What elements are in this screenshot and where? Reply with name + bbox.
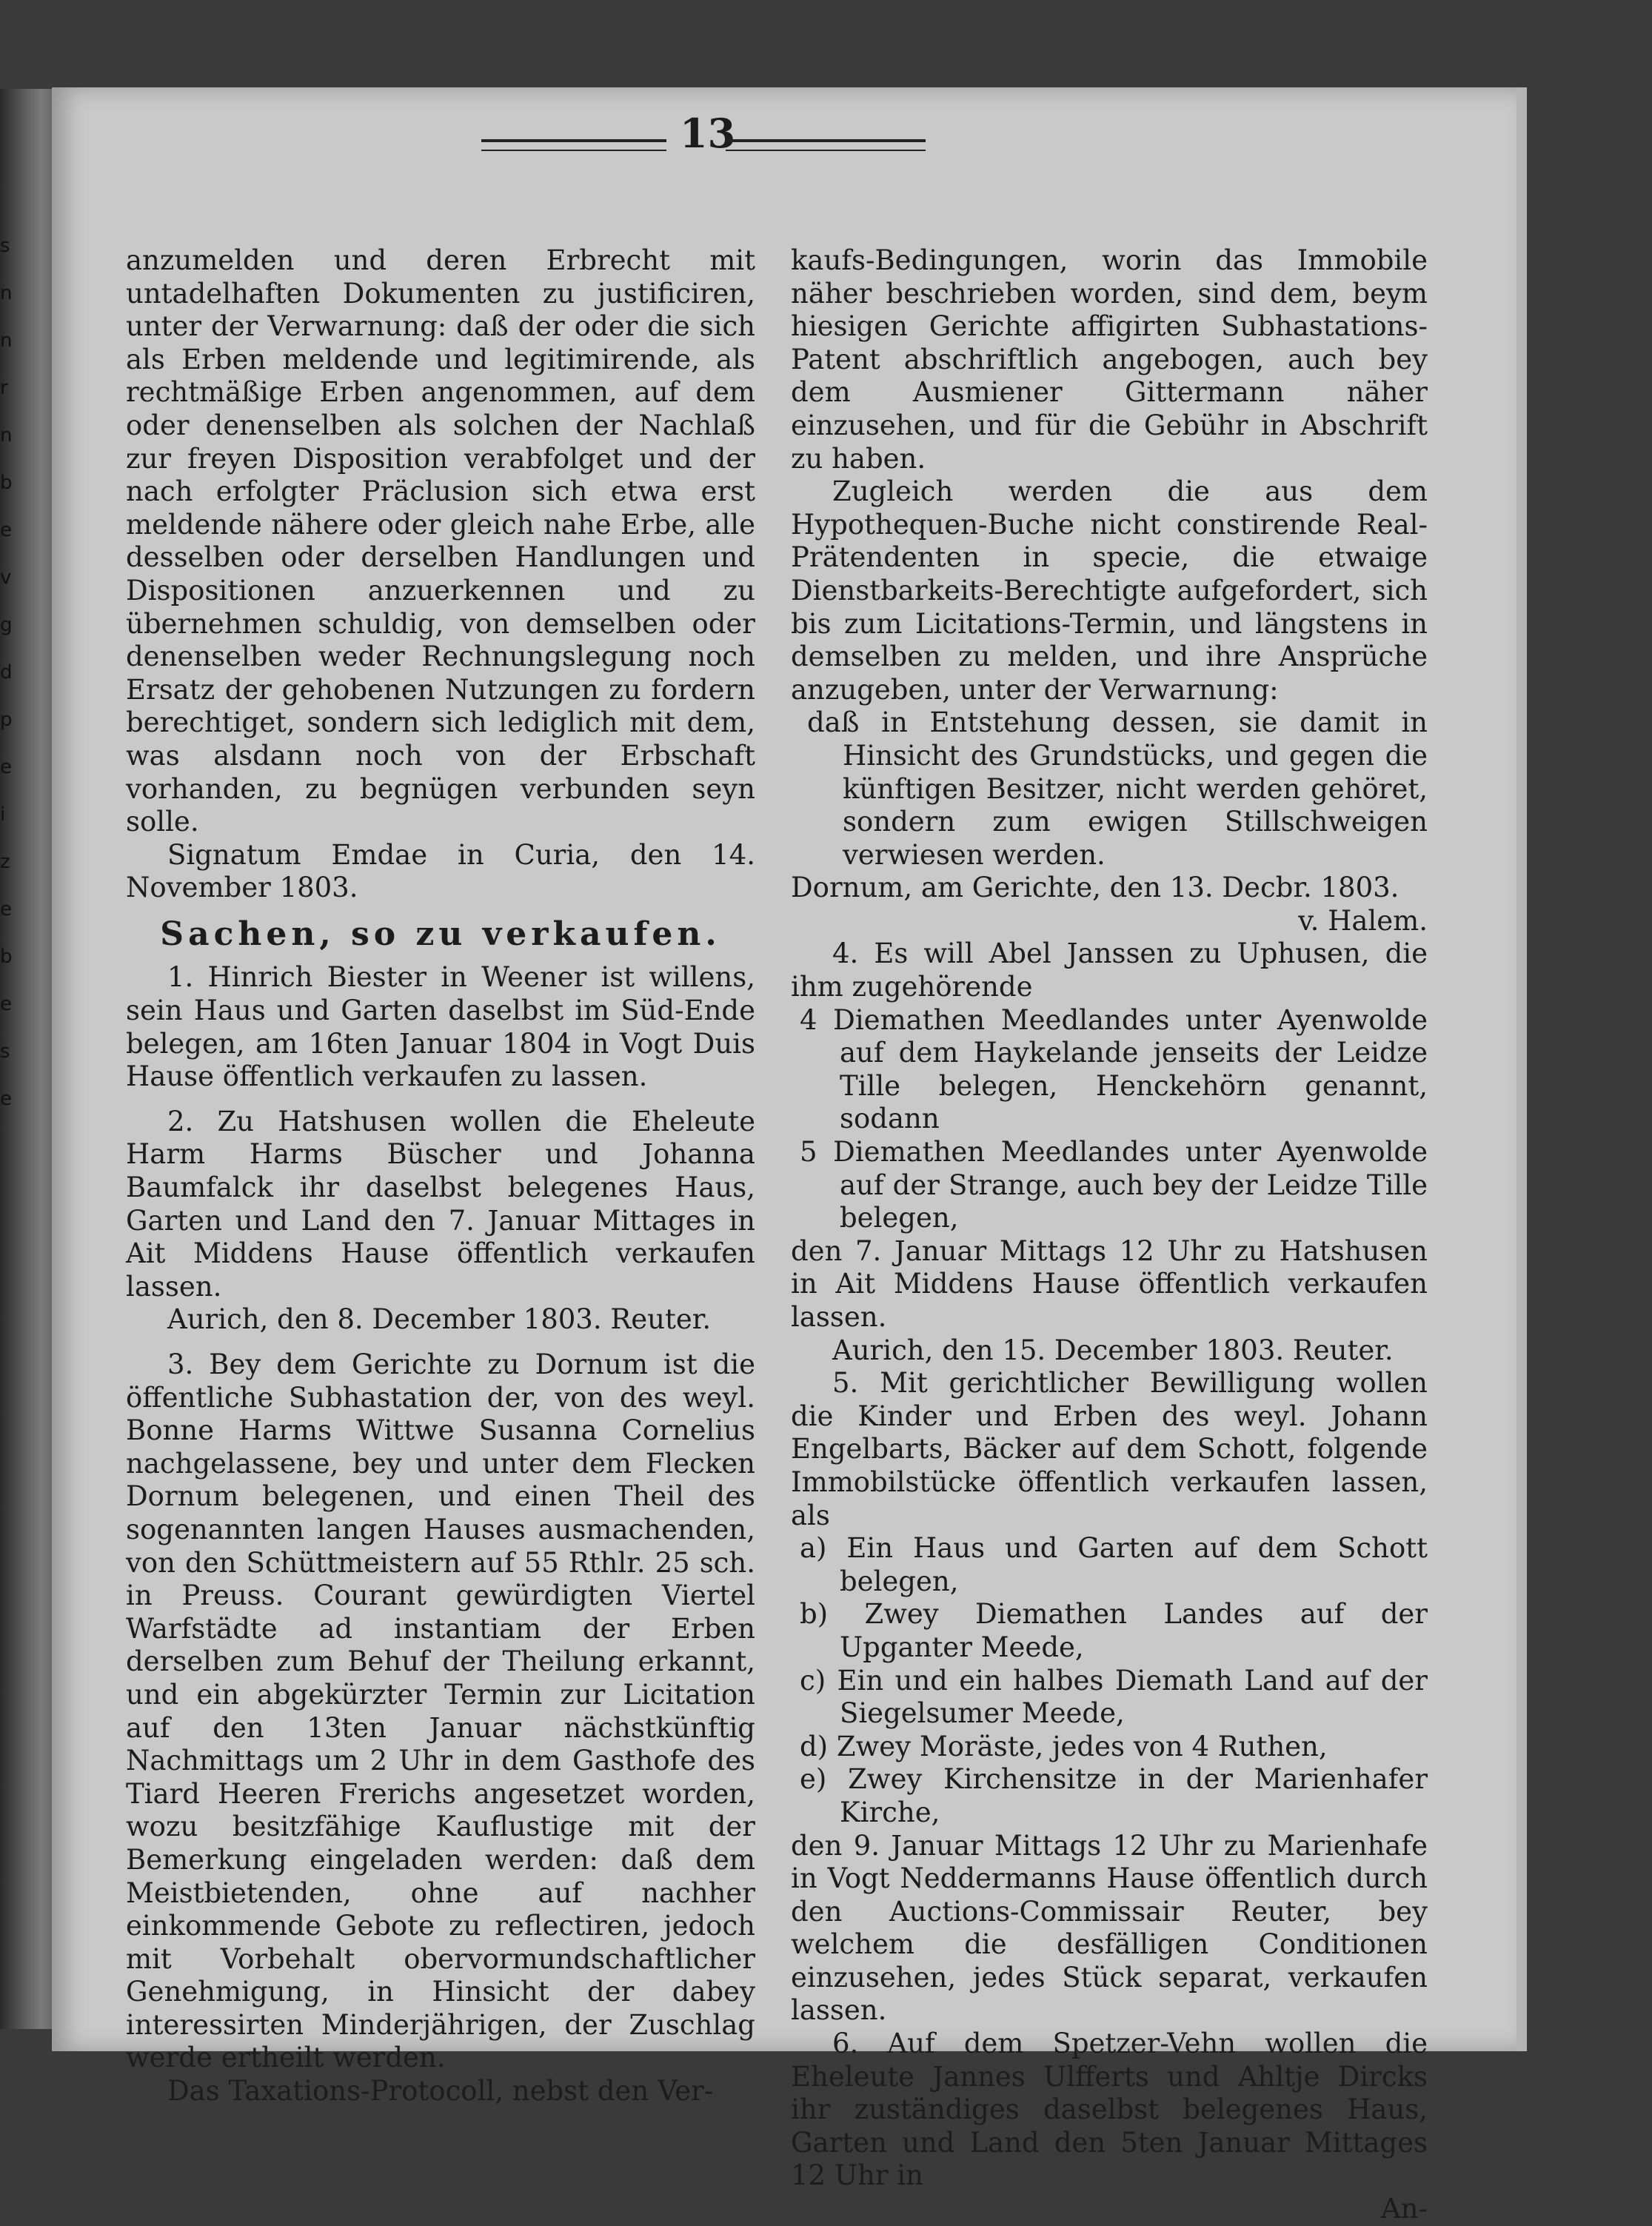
right-column-paragraph: 5 Diemathen Meedlandes unter Ayenwolde auf der Strange, auch bey der Leidze Tille belegen,: [800, 1136, 1428, 1234]
edge-letter: z: [0, 851, 10, 873]
left-column-paragraph: Aurich, den 8. December 1803. Reuter.: [167, 1303, 712, 1336]
edge-letter: n: [0, 330, 13, 352]
right-column-paragraph: 4 Diemathen Meedlandes unter Ayenwolde auf dem Haykelande jenseits der Leidze Tille belegen, Henckehörn genannt, sodann: [800, 1003, 1428, 1135]
edge-letter: e: [0, 1088, 12, 1110]
edge-letter: s: [0, 235, 10, 257]
edge-letter: d: [0, 661, 13, 683]
left-column: [126, 244, 755, 2108]
header-rule-left: [481, 139, 666, 151]
left-column-paragraph: 2. Zu Hatshusen wollen die Eheleute Harm Harms Büscher und Johanna Baumfalck ihr daselbst belegenes Haus, Garten und Land den 7. Januar Mittages in Ait Middens Hause öffentlich verkaufen lassen.: [126, 1105, 755, 1303]
edge-letter: s: [0, 1040, 10, 1063]
edge-letter: p: [0, 709, 13, 731]
previous-page-letters: [0, 222, 12, 1925]
edge-letter: e: [0, 993, 12, 1015]
edge-letter: v: [0, 566, 12, 589]
right-column-paragraph: 4. Es will Abel Janssen zu Uphusen, die ihm zugehörende: [791, 937, 1428, 1003]
right-column-paragraph: kaufs-Bedingungen, worin das Immobile näher beschrieben worden, sind dem, beym hiesigen Gerichte affigirten Subhastations-Patent abschriftlich angebogen, auch bey dem Ausmiener Gittermann näher einzusehen, und für die Gebühr in Abschrift zu haben.: [791, 244, 1428, 475]
right-column-paragraph: b) Zwey Diemathen Landes auf der Upganter Meede,: [800, 1598, 1428, 1663]
edge-letter: e: [0, 756, 12, 778]
left-column-paragraph: Sachen, so zu verkaufen.: [160, 915, 721, 953]
left-column-paragraph: 3. Bey dem Gerichte zu Dornum ist die öffentliche Subhastation der, von des weyl. Bonne Harms Wittwe Susanna Cornelius nachgelassene, bey und unter dem Flecken Dornum belegenen, und einen Theil des sogenannten langen Hauses ausmachenden, von den Schüttmeistern auf 55 Rthlr. 25 sch. in Preuss. Courant gewürdigten Viertel Warfstädte ad instantiam der Erben derselben zum Behuf der Theilung erkannt, und ein abgekürzter Termin zur Licitation auf den 13ten Januar nächstkünftig Nachmittags um 2 Uhr in dem Gasthofe des Tiard Heeren Frerichs angesetzet worden, wozu besitzfähige Kauflustige mit der Bemerkung eingeladen werden: daß dem Meistbietenden, ohne auf nachher einkommende Gebote zu reflectiren, jedoch mit Vorbehalt obervormundschaftlicher Genehmigung, in Hinsicht der dabey interessirten Minderjährigen, der Zuschlag werde ertheilt werden.: [126, 1348, 755, 2074]
right-column-paragraph: den 9. Januar Mittags 12 Uhr zu Marienhafe in Vogt Neddermanns Hause öffentlich durch den Auctions-Commissair Reuter, bey welchem die desfälligen Conditionen einzusehen, jedes Stück separat, verkaufen lassen.: [791, 1829, 1428, 2027]
right-column-paragraph: d) Zwey Moräste, jedes von 4 Ruthen,: [800, 1730, 1328, 1762]
right-column-paragraph: den 7. Januar Mittags 12 Uhr zu Hatshusen in Ait Middens Hause öffentlich verkaufen lassen.: [791, 1234, 1428, 1333]
edge-letter: i: [0, 803, 6, 826]
page-edge: [1516, 87, 1527, 2051]
edge-letter: g: [0, 614, 13, 636]
right-column-paragraph: Zugleich werden die aus dem Hypothequen-Buche nicht constirende Real-Prätendenten in specie, die etwaige Dienstbarkeits-Berechtigte aufgefordert, sich bis zum Licitations-Termin, und längstens in demselben zu melden, und ihre Ansprüche anzugeben, unter der Verwarnung:: [791, 475, 1428, 706]
left-column-paragraph: anzumelden und deren Erbrecht mit untadelhaften Dokumenten zu justificiren, unter der Verwarnung: daß der oder die sich als Erben meldende und legitimirende, als rechtmäßige Erben angenommen, auf dem oder denenselben als solchen der Nachlaß zur freyen Disposition verabfolget und der nach erfolgter Präclusion sich etwa erst meldende nähere oder gleich nahe Erbe, alle desselben oder derselben Handlungen und Dispositionen anzuerkennen und zu übernehmen schuldig, von demselben oder denenselben weder Rechnungslegung noch Ersatz der gehobenen Nutzungen zu fordern berechtiget, sondern sich lediglich mit dem, was alsdann noch von der Erbschaft vorhanden, zu begnügen verbunden seyn solle.: [126, 244, 755, 838]
edge-letter: n: [0, 282, 13, 304]
edge-letter: e: [0, 898, 12, 920]
left-column-paragraph: Das Taxations-Protocoll, nebst den Ver-: [167, 2075, 714, 2108]
edge-letter: n: [0, 424, 13, 447]
header-rule-right: [726, 139, 926, 151]
edge-letter: r: [0, 377, 8, 399]
edge-letter: b: [0, 472, 13, 494]
left-column-paragraph: Signatum Emdae in Curia, den 14. November 1803.: [126, 838, 755, 904]
right-column-paragraph: 5. Mit gerichtlicher Bewilligung wollen die Kinder und Erben des weyl. Johann Engelbarts, Bäcker auf dem Schott, folgende Immobilstücke öffentlich verkaufen lassen, als: [791, 1367, 1428, 1531]
right-column: [791, 244, 1428, 2226]
right-column-paragraph: 6. Auf dem Spetzer-Vehn wollen die Eheleute Jannes Ulfferts und Ahltje Dircks ihr zuständiges daselbst belegenes Haus, Garten und Land den 5ten Januar Mittages 12 Uhr in: [791, 2028, 1428, 2192]
right-column-paragraph: c) Ein und ein halbes Diemath Land auf der Siegelsumer Meede,: [800, 1664, 1428, 1730]
edge-letter: b: [0, 946, 13, 968]
right-column-paragraph: Aurich, den 15. December 1803. Reuter.: [832, 1334, 1394, 1366]
page-number: 13: [680, 110, 736, 157]
right-column-paragraph: v. Halem.: [1298, 904, 1428, 937]
edge-letter: e: [0, 519, 12, 541]
right-column-paragraph: e) Zwey Kirchensitze in der Marienhafer Kirche,: [800, 1763, 1428, 1828]
right-column-paragraph: daß in Entstehung dessen, sie damit in Hinsicht des Grundstücks, und gegen die künftigen Besitzer, nicht werden gehöret, sondern zum ewigen Stillschweigen verwiesen werden.: [807, 706, 1428, 871]
right-column-paragraph: Dornum, am Gerichte, den 13. Decbr. 1803.: [791, 872, 1399, 904]
right-column-paragraph: An-: [1380, 2193, 1428, 2225]
right-column-paragraph: a) Ein Haus und Garten auf dem Schott belegen,: [800, 1532, 1428, 1597]
page-header: [481, 110, 1000, 176]
left-column-paragraph: 1. Hinrich Biester in Weener ist willens, sein Haus und Garten daselbst im Süd-Ende belegen, am 16ten Januar 1804 in Vogt Duis Hause öffentlich verkaufen zu lassen.: [126, 961, 755, 1093]
